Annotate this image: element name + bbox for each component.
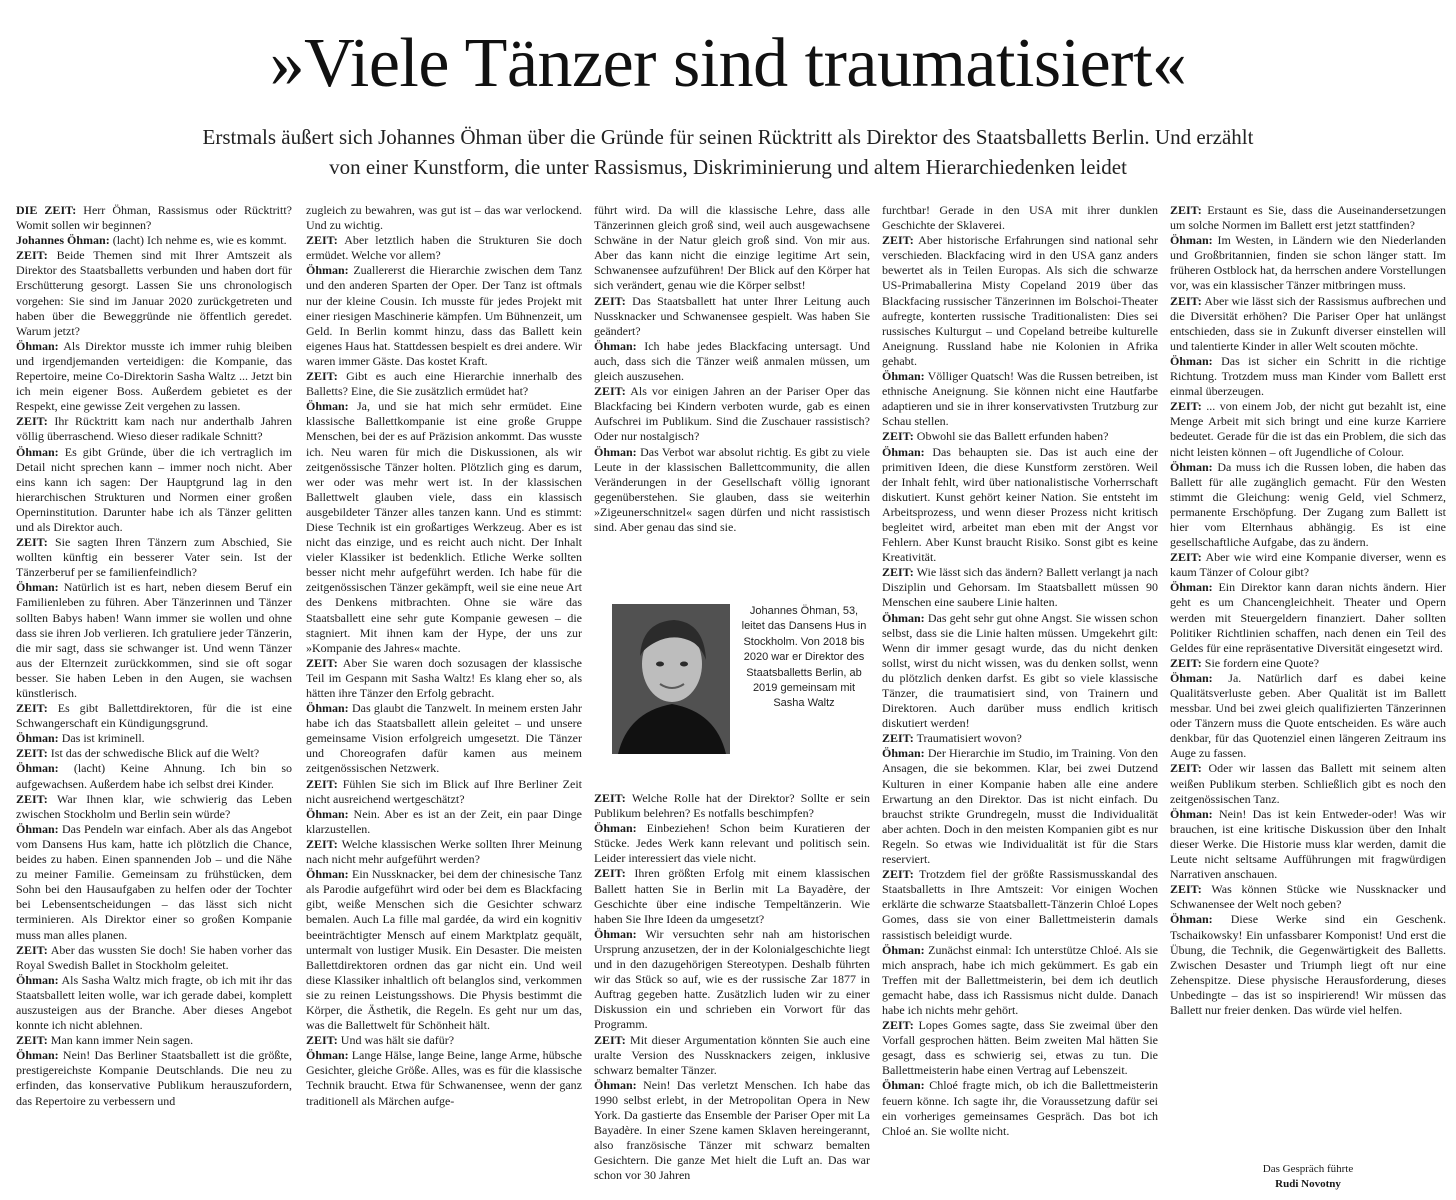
paragraph-text: Da muss ich die Russen loben, die haben das Ballett für alle zugänglich gemacht. Für den Westen stimmt die Gleichung: wenig Geld, viel Schmerz, permanente Erschöpfung. Der Zugang zum Ballett ist hier vom Elternhaus abhängig. Es ist eine gesellschaftliche Aufgabe, das zu ändern. (1170, 459, 1446, 550)
speaker-label: ZEIT: (594, 1032, 626, 1047)
article-column-3-top (594, 203, 870, 583)
paragraph-text: Aber wie wird eine Kompanie diverser, wenn es kaum Tänzer of Colour gibt? (1170, 550, 1446, 580)
speaker-label: ZEIT: (306, 233, 338, 248)
speaker-label: ZEIT: (882, 233, 914, 248)
paragraph-text: Erstaunt es Sie, dass die Auseinandersetzungen um solche Normen im Ballett erst jetzt stattfinden? (1170, 203, 1446, 233)
paragraph-text: Ein Nussknacker, bei dem der chinesische Tanz als Parodie aufgeführt wird oder bei dem es Blackfacing gibt, weiße Menschen sich die Gesichter schwarz bemalen. Auch La fille mal gardée, da wird ein kognitiv beeinträchtigter Mensch auf einem Marktplatz gequält, untermalt von lustiger Musik. Ein Desaster. Die meisten Ballettdirektoren ordnen das gar nicht ein. Und weil diese Klassiker inhaltlich oft belanglos sind, verkommen sie zu reinen Leistungsshows. Die Physis bestimmt die Körper, die Ästhetik, die Regeln. Es geht nur um das, was die Ballettwelt für Schönheit hält. (306, 867, 582, 1033)
article-paragraph (594, 203, 870, 294)
speaker-label: ZEIT: (1170, 761, 1202, 776)
article-paragraph (882, 943, 1158, 1018)
speaker-label: ZEIT: (1170, 399, 1202, 414)
paragraph-text: furchtbar! Gerade in den USA mit ihrer dunklen Geschichte der Sklaverei. (882, 203, 1158, 233)
article-paragraph (16, 535, 292, 580)
paragraph-text: Ja. Natürlich darf es dabei keine Qualitätsverluste geben. Aber Qualität ist im Ballett messbar. Und bei zwei gleich qualifizierten Tänzerinnen oder Tänzern muss die Quote entscheiden. Es wäre auch denkbar, für das Quotenziel einen längeren Zeitraum ins Auge zu fassen. (1170, 670, 1446, 761)
speaker-label: Öhman: (594, 1077, 637, 1092)
article-paragraph (306, 837, 582, 867)
paragraph-text: Was können Stücke wie Nussknacker und Schwanensee der Welt noch geben? (1170, 882, 1446, 912)
article-column-3-bottom (594, 791, 870, 1195)
speaker-label: ZEIT: (16, 791, 48, 806)
headline: »Viele Tänzer sind traumatisiert« (269, 25, 1187, 102)
interview-credit (1176, 1162, 1440, 1192)
paragraph-text: Gibt es auch eine Hierarchie innerhalb des Balletts? Eine, die Sie zusätzlich ermüdet hat? (306, 369, 582, 399)
paragraph-text: Es gibt Gründe, über die ich vertraglich im Detail nicht sprechen kann – immer noch nicht. Aber eins kann ich sagen: Der Hauptgrund lag in den hierarchischen Strukturen und Normen einer großen Operninstitution. Darunter habe ich als Tänzer gelitten und als Direktor auch. (16, 444, 292, 534)
photo-caption: Johannes Öhman, 53, leitet das Dansens Hus in Stockholm. Von 2018 bis 2020 war er Direktor des Staatsballetts Berlin, ab 2019 gemeinsam mit Sasha Waltz (741, 605, 867, 710)
paragraph-text: Das Pendeln war einfach. Aber als das Angebot vom Dansens Hus kam, hatte ich plötzlich die Chance, beides zu haben. Einen spannenden Job – und die Nähe zu meiner Familie. Gemeinsam zu frühstücken, dem Sohn bei den Hausaufgaben zu helfen oder der Tochter bei Lebensentscheidungen – das lässt sich nicht terminieren. Als Direktor einer so großen Kompanie muss man alles planen. (16, 821, 292, 942)
article-paragraph (306, 807, 582, 837)
paragraph-text: Mit dieser Argumentation könnten Sie auch eine uralte Version des Nussknackers zeigen, inklusive schwarz bemalter Tänzer. (594, 1032, 870, 1077)
article-paragraph (1170, 807, 1446, 882)
speaker-label: Öhman: (594, 926, 637, 941)
credit-author: Rudi Novotny (1275, 1178, 1341, 1190)
article-paragraph (1170, 460, 1446, 551)
article-paragraph (882, 867, 1158, 942)
article-column-2 (306, 203, 582, 1195)
article-paragraph (306, 263, 582, 369)
speaker-label: Öhman: (1170, 459, 1213, 474)
article-paragraph (16, 1048, 292, 1108)
paragraph-text: führt wird. Da will die klassische Lehre, dass alle Tänzerinnen gleich groß sind, weil auch ausgewachsene Schwäne in der Natur gleich groß sind. Von mir aus. Aber das kann nicht die einzige legitime Art sein, Schwanensee aufzuführen! Der Blick auf den Körper hat sich verändert, genau wie die Körper selbst! (594, 203, 870, 293)
speaker-label: Öhman: (882, 369, 925, 384)
speaker-label: ZEIT: (882, 731, 914, 746)
article-paragraph (16, 580, 292, 701)
article-paragraph (1170, 550, 1446, 580)
paragraph-text: (lacht) Ich nehme es, wie es kommt. (109, 233, 287, 248)
speaker-label: DIE ZEIT: (16, 203, 77, 217)
article-paragraph (1170, 912, 1446, 1018)
paragraph-text: Das ist kriminell. (58, 731, 145, 746)
paragraph-text: Lange Hälse, lange Beine, lange Arme, hübsche Gesichter, gleiche Größe. Alles, was es für die klassische Technik braucht. Etwa für Schwanensee, wenn der ganz traditionell als Märchen aufge- (306, 1048, 582, 1108)
article-paragraph (16, 701, 292, 731)
article-paragraph (1170, 580, 1446, 655)
paragraph-text: Im Westen, in Ländern wie den Niederlanden und Großbritannien, finden sie schon länger statt. Im früheren Ostblock hat, da herrschen andere Vorstellungen vor, was ein klassischer Tänzer mitbringen muss. (1170, 233, 1446, 293)
article-paragraph (306, 399, 582, 656)
article-paragraph (1170, 671, 1446, 762)
portrait-photo (612, 604, 730, 754)
speaker-label: Öhman: (882, 444, 925, 459)
speaker-label: Öhman: (1170, 580, 1213, 595)
paragraph-text: Ist das der schwedische Blick auf die Welt? (47, 746, 260, 761)
speaker-label: ZEIT: (16, 701, 48, 716)
article-paragraph (882, 445, 1158, 566)
deck-line-1: Erstmals äußert sich Johannes Öhman über die Gründe für seinen Rücktritt als Direktor des Staatsballetts Berlin. Und erzählt (202, 125, 1254, 149)
paragraph-text: Welche klassischen Werke sollten Ihrer Meinung nach nicht mehr aufgeführt werden? (306, 836, 582, 867)
speaker-label: ZEIT: (16, 746, 48, 761)
speaker-label: Öhman: (1170, 353, 1213, 368)
article-paragraph (882, 233, 1158, 369)
paragraph-text: Ihren größten Erfolg mit einem klassischen Ballett hatten Sie in Berlin mit La Bayadère, der Geschichte über eine indische Tempeltänzerin. Wie haben Sie Ihre Ideen da umgesetzt? (594, 866, 870, 926)
paragraph-text: Sie sagten Ihren Tänzern zum Abschied, Sie wollten künftig ein besserer Vater sein. Ist der Tänzerberuf per se familienfeindlich? (16, 535, 292, 580)
paragraph-text: Traumatisiert wovon? (913, 731, 1022, 746)
speaker-label: Öhman: (882, 942, 925, 957)
paragraph-text: Ihr Rücktritt kam nach nur anderthalb Jahren völlig überraschend. Wieso dieser radikale Schnitt? (16, 414, 292, 444)
paragraph-text: Ja, und sie hat mich sehr ermüdet. Eine klassische Ballettkompanie ist eine große Gruppe Menschen, bei der es auf Präzision ankommt. Das wusste ich. Neu waren für mich die Diskussionen, als wir zeitgenössische Tänzer holten. Plötzlich ging es darum, wer oder was mehr wert ist. In der klassischen Ballettwelt glauben viele, dass ein klassisch ausgebildeter Tänzer alles tanzen kann. Und es stimmt: Diese Technik ist ein großartiges Werkzeug. Aber es ist nicht das einzige, und es reicht auch nicht. Der Inhalt vieler Klassiker ist bedenklich. Etliche Werke sollten besser nicht mehr aufgeführt werden. Ich habe für die zeitgenössischen Tänzer gekämpft, weil sie eine neue Art des Denkens mitbrachten. Ohne sie wäre das Staatsballett eine sehr gute Kompanie gewesen – die stagniert. Mit ihnen kam der Hype, der uns zur »Kompanie des Jahres« machte. (306, 399, 582, 655)
article-paragraph (306, 777, 582, 807)
speaker-label: ZEIT: (882, 1018, 914, 1033)
article-paragraph (16, 339, 292, 414)
paragraph-text: Nein! Das ist kein Entweder-oder! Was wir brauchen, ist eine kritische Diskussion über den Inhalt dieser Werke. Die Historie muss klar werden, damit die Leute nicht seltsame Aufführungen mit fragwürdigen Narrativen anschauen. (1170, 806, 1446, 882)
article-paragraph (1170, 294, 1446, 354)
article-paragraph (594, 927, 870, 1033)
article-paragraph (306, 1048, 582, 1108)
speaker-label: ZEIT: (16, 535, 48, 550)
speaker-label: ZEIT: (306, 1033, 338, 1048)
speaker-label: Öhman: (306, 1048, 349, 1063)
article-column-4 (882, 203, 1158, 1195)
paragraph-text: Zuallererst die Hierarchie zwischen dem Tanz und den anderen Sparten der Oper. Der Tanz ist oftmals nur der kleine Cousin. Ich musste für jedes Projekt mit einer riesigen Maschinerie kämpfen. Um Bühnenzeit, um Geld. In Berlin kommt hinzu, dass das Ballett kein eigenes Haus hat. Stattdessen bespielt es drei andere. Wir waren immer Gäste. Das kostet Kraft. (306, 263, 582, 368)
paragraph-text: Diese Werke sind ein Geschenk. Tschaikowsky! Ein unfassbarer Komponist! Und erst die Übung, die Technik, die Gegenwärtigkeit des Balletts. Zwischen Desaster und Triumph liegt oft nur eine Zehenspitze. Diese physische Herausforderung, dieses Unbedingte – das ist so inspirierend! Wir müssen das Ballett nur freier denken. Das würde viel helfen. (1170, 912, 1446, 1017)
article-paragraph (594, 821, 870, 866)
paragraph-text: Nein! Das verletzt Menschen. Ich habe das 1990 selbst erlebt, in der Metropolitan Opera in New York. Da gastierte das Ensemble der Pariser Oper mit La Bayadère. In einer Szene kamen Sklaven hereingerannt, also französische Tänzer mit schwarz bemalten Gesichtern. Die ganze Met hielt die Luft an. Das war schon vor 30 Jahren (594, 1077, 870, 1183)
paragraph-text: Als Sasha Waltz mich fragte, ob ich mit ihr das Staatsballett leiten wolle, war ich gerade dabei, komplett auszusteigen aus der Branche. Aber dieses Angebot konnte ich nicht ablehnen. (16, 972, 292, 1033)
article-paragraph (306, 369, 582, 399)
article-deck (90, 122, 1366, 182)
paragraph-text: Das Staatsballett hat unter Ihrer Leitung auch Nussknacker und Schwanensee gespielt. Was haben Sie geändert? (594, 293, 870, 338)
article-column-5 (1170, 203, 1446, 1153)
paragraph-text: War Ihnen klar, wie schwierig das Leben zwischen Stockholm und Berlin sein würde? (16, 791, 292, 821)
speaker-label: Öhman: (306, 263, 349, 278)
speaker-label: Öhman: (16, 761, 59, 776)
article-paragraph (306, 701, 582, 776)
paragraph-text: Als vor einigen Jahren an der Pariser Oper das Blackfacing bei Kindern verboten wurde, gab es einen Aufschrei im Publikum. Sind die Zuschauer rassistisch? Oder nur nostalgisch? (594, 384, 870, 444)
speaker-label: Öhman: (306, 399, 349, 414)
article-paragraph (1170, 399, 1446, 459)
speaker-label: Johannes Öhman: (16, 233, 110, 248)
speaker-label: ZEIT: (1170, 655, 1202, 670)
speaker-label: Öhman: (16, 444, 59, 459)
paragraph-text: Einbeziehen! Schon beim Kuratieren der Stücke. Jedes Werk kann relevant und politisch sein. Leider interessiert das viele nicht. (594, 821, 870, 866)
speaker-label: Öhman: (882, 1078, 925, 1093)
paragraph-text: Das Verbot war absolut richtig. Es gibt zu viele Leute in der klassischen Ballettcommunity, die allen Veränderungen in der Gesellschaft völlig ignorant gegenüberstehen. Sie glauben, dass sie weiterhin »Zigeunerschnitzel« sagen dürfen und nicht rassistisch sind. Aber genau das sind sie. (594, 444, 870, 534)
article-paragraph (882, 611, 1158, 732)
speaker-label: ZEIT: (16, 248, 48, 263)
speaker-label: Öhman: (594, 821, 637, 836)
paragraph-text: Zunächst einmal: Ich unterstütze Chloé. Als sie mich ansprach, habe ich mich gekümmert. Es gab ein Treffen mit der Ballettmeisterin, bei dem ich deutlich gemacht habe, dass ich Rassismus nicht dulde. Danach habe ich nichts mehr gehört. (882, 942, 1158, 1017)
speaker-label: Öhman: (882, 746, 925, 761)
speaker-label: ZEIT: (16, 1033, 48, 1048)
article-paragraph (594, 1033, 870, 1078)
article-paragraph (594, 1078, 870, 1184)
speaker-label: ZEIT: (1170, 203, 1202, 217)
article-paragraph (306, 233, 582, 263)
article-paragraph (882, 565, 1158, 610)
article-paragraph (594, 791, 870, 821)
paragraph-text: Aber das wussten Sie doch! Sie haben vorher das Royal Swedish Ballet in Stockholm geleitet. (16, 942, 292, 972)
credit-label: Das Gespräch führte (1262, 1163, 1354, 1175)
speaker-label: Öhman: (16, 821, 59, 836)
article-paragraph (1170, 761, 1446, 806)
speaker-label: Öhman: (594, 444, 637, 459)
deck-line-2: von einer Kunstform, die unter Rassismus, Diskriminierung und altem Hierarchiedenken leidet (329, 155, 1127, 179)
speaker-label: ZEIT: (1170, 550, 1202, 565)
paragraph-text: Nein. Aber es ist an der Zeit, ein paar Dinge klarzustellen. (306, 806, 582, 836)
paragraph-text: Das glaubt die Tanzwelt. In meinem ersten Jahr habe ich das Staatsballett allein geleitet – und unsere gemeinsame Vision erfolgreich umgesetzt. Die Tänzer und Choreografen dafür kamen aus meinem zeitgenössischen Netzwerk. (306, 701, 582, 776)
article-paragraph (1170, 656, 1446, 671)
article-paragraph (16, 973, 292, 1033)
paragraph-text: Als Direktor musste ich immer ruhig bleiben und irgendjemanden verteidigen: die Kompanie, das Repertoire, meine Co-Direktorin Sasha Waltz ... Jetzt bin ich mein eigener Boss. Außerdem gebietet es der Respekt, eine gewisse Zeit vergehen zu lassen. (16, 338, 292, 414)
speaker-label: Öhman: (16, 580, 59, 595)
article-paragraph (16, 943, 292, 973)
paragraph-text: Lopes Gomes sagte, dass Sie zweimal über den Vorfall gesprochen hätten. Beim zweiten Mal hätten Sie gesagt, dass es schwierig sei, etwas zu tun. Die Ballettmeisterin habe einen Vertrag auf Lebenszeit. (882, 1018, 1158, 1078)
paragraph-text: Sie fordern eine Quote? (1201, 655, 1320, 670)
speaker-label: Öhman: (306, 806, 349, 821)
article-column-1 (16, 203, 292, 1195)
paragraph-text: Wie lässt sich das ändern? Ballett verlangt ja nach Disziplin und Gehorsam. Im Staatsballett müssen 90 Menschen eine saubere Linie halten. (882, 565, 1158, 610)
speaker-label: ZEIT: (882, 429, 914, 444)
speaker-label: ZEIT: (594, 791, 626, 805)
article-paragraph (306, 656, 582, 701)
paragraph-text: Chloé fragte mich, ob ich die Ballettmeisterin feuern könne. Ich sagte ihr, die Voraussetzung dafür sei ein vorheriges gemeinsames Gespräch. Das bot ich Chloé an. Sie wollte nicht. (882, 1078, 1158, 1138)
article-paragraph (882, 746, 1158, 867)
article-paragraph (1170, 882, 1446, 912)
paragraph-text: ... von einem Job, der nicht gut bezahlt ist, eine Menge Arbeit mit sich bringt und eine kurze Karriere bedeutet. Gerade für die ist das ein Problem, die sich das nicht leisten können – oft Jugendliche of Colour. (1170, 399, 1446, 459)
speaker-label: ZEIT: (16, 414, 48, 429)
paragraph-text: Nein! Das Berliner Staatsballett ist die größte, prestigereichste Kompanie Deutschlands. Die neu zu erfinden, das konservative Publikum herauszufordern, das Repertoire zu verbessern und (16, 1048, 292, 1108)
speaker-label: Öhman: (306, 867, 349, 882)
paragraph-text: Natürlich ist es hart, neben diesem Beruf ein Familienleben zu führen. Aber Tänzerinnen und Tänzer sollten Babys haben! Wann immer sie wollen und ohne dass sie ihren Job verlieren. Ich gratuliere jeder Tänzerin, die mir sagt, dass sie schwanger ist. Und wenn Tänzer aus der Elternzeit zurückkommen, sind sie oft sogar besser. Sie haben Leben in den Augen, sie wachsen künstlerisch. (16, 580, 292, 700)
paragraph-text: Ich habe jedes Blackfacing untersagt. Und auch, dass sich die Tänzer weiß anmalen müssen, um gleich auszusehen. (594, 338, 870, 384)
article-paragraph (594, 445, 870, 536)
article-paragraph (882, 1018, 1158, 1078)
paragraph-text: Ein Direktor kann daran nichts ändern. Hier geht es um Chancengleichheit. Theater und Opern werden mit Steuergeldern finanziert. Daher sollten Politiker Richtlinien schaffen, nach denen ein Teil des Geldes für eine repräsentative Diversität eingesetzt wird. (1170, 580, 1446, 655)
speaker-label: Öhman: (306, 701, 349, 716)
paragraph-text: Und was hält sie dafür? (337, 1033, 455, 1048)
speaker-label: ZEIT: (306, 369, 338, 384)
article-paragraph (594, 339, 870, 384)
speaker-label: Öhman: (1170, 233, 1213, 248)
paragraph-text: Herr Öhman, Rassismus oder Rücktritt? Womit sollen wir beginnen? (16, 203, 292, 233)
paragraph-text: Aber historische Erfahrungen sind national sehr verschieden. Blackfacing wird in den USA ganz anders bewertet als in Teilen Europas. Als sich die schwarze US-Primaballerina Misty Copeland 2019 über das Blackfacing russischer Tänzerinnen im Bolschoi-Theater aufregte, konterten russische Traditionalisten: Dies sei russisches Kulturgut – und Copeland betreibe kulturelle Aneignung. Russland habe nie Kolonien in Afrika gehabt. (882, 233, 1158, 368)
paragraph-text: Das ist sicher ein Schritt in die richtige Richtung. Trotzdem muss man Kinder vom Ballett erst einmal überzeugen. (1170, 353, 1446, 399)
article-paragraph (1170, 233, 1446, 293)
paragraph-text: Völliger Quatsch! Was die Russen betreiben, ist ethnische Aneignung. Sie können nicht eine Hautfarbe adaptieren und sie in ihrer konservativsten Trutzburg zur Schau stellen. (882, 369, 1158, 429)
article-paragraph (882, 1078, 1158, 1138)
article-paragraph (1170, 354, 1446, 399)
speaker-label: Öhman: (16, 338, 59, 353)
speaker-label: Öhman: (1170, 912, 1213, 927)
article-paragraph (594, 866, 870, 926)
portrait-illustration (612, 604, 730, 754)
paragraph-text: Der Hierarchie im Studio, im Training. Von den Ansagen, die sie bekommen. Klar, bei zwei Dutzend Kulturen in einer Kompanie haben alle eine andere Erwartung an den Direktor. Das ist nicht einfach. Du brauchst strikte Grundregeln, musst die Individualität aber achten. Doch in den meisten Kompanien gibt es nur Regeln. So etwas wie Individualität ist für die Stars reserviert. (882, 746, 1158, 867)
speaker-label: Öhman: (1170, 806, 1213, 821)
article-paragraph (16, 1033, 292, 1048)
speaker-label: ZEIT: (306, 836, 338, 851)
paragraph-text: Aber letztlich haben die Strukturen Sie doch ermüdet. Welche vor allem? (306, 233, 582, 263)
article-paragraph (882, 369, 1158, 429)
paragraph-text: Es gibt Ballettdirektoren, für die ist eine Schwangerschaft ein Kündigungsgrund. (16, 701, 292, 731)
article-paragraph (16, 822, 292, 943)
article-paragraph (882, 429, 1158, 444)
speaker-label: ZEIT: (594, 384, 626, 399)
article-paragraph (16, 248, 292, 339)
article-paragraph (306, 203, 582, 233)
article-paragraph (16, 445, 292, 536)
article-paragraph (16, 233, 292, 248)
paragraph-text: Trotzdem fiel der größte Rassismusskandal des Staatsballetts in Ihre Amtszeit: Vor einigen Wochen erklärte die schwarze Staatsballett-Tänzerin Chloé Lopes Gomes, dass sie von einer Ballettmeisterin damals rassistisch beleidigt wurde. (882, 867, 1158, 942)
paragraph-text: Wir versuchten sehr nah am historischen Ursprung anzusetzen, der in der Kolonialgeschichte liegt und in den dazugehörigen Stereotypen. Deshalb führten wir das Stück so auf, wie es der russische Zar 1877 in Auftrag gegeben hatte. Zusätzlich luden wir zu einer Diskussion ein und schrieben ein Vorwort für das Programm. (594, 926, 870, 1032)
article-paragraph (306, 1033, 582, 1048)
speaker-label: ZEIT: (306, 655, 338, 670)
speaker-label: ZEIT: (594, 293, 626, 308)
speaker-label: ZEIT: (306, 776, 338, 791)
article-paragraph (16, 414, 292, 444)
paragraph-text: Das geht sehr gut ohne Angst. Sie wissen schon selbst, dass sie die Linie halten müssen. Umgekehrt gilt: Wenn dir immer gesagt wurde, das du nicht denken sollst, wirst du nicht wissen, was du denken sollst, wenn du plötzlich denken darfst. Es gibt so viele klassische Tänzer, die traumatisiert sind, von Trainern und Direktoren. Auch darüber muss endlich kritisch diskutiert werden! (882, 610, 1158, 731)
speaker-label: Öhman: (16, 1048, 59, 1063)
paragraph-text: Fühlen Sie sich im Blick auf Ihre Berliner Zeit nicht ausreichend wertgeschätzt? (306, 776, 582, 806)
speaker-label: Öhman: (16, 731, 59, 746)
article-paragraph (594, 384, 870, 444)
paragraph-text: Obwohl sie das Ballett erfunden haben? (913, 429, 1109, 444)
speaker-label: Öhman: (882, 610, 925, 625)
paragraph-text: Das behaupten sie. Das ist auch eine der primitiven Ideen, die diese Kunstform zerstören. Weil der Inhalt fehlt, wird über nationalistische Vorherrschaft diskutiert. Kunst gehört keiner Nation. Sie entsteht im Arbeitsprozess, und wenn dieser Prozess nicht kritisch begleitet wird, arbeitet man eben mit der Angst vor Fehlern. Aber Kunst braucht Risiko. Sonst gibt es keine Kreativität. (882, 444, 1158, 565)
article-paragraph (16, 203, 292, 233)
paragraph-text: Aber Sie waren doch sozusagen der klassische Teil im Gespann mit Sasha Waltz! Es klang eher so, als hätten ihre Tänzer den Erfolg gebracht. (306, 655, 582, 700)
article-paragraph (16, 792, 292, 822)
paragraph-text: zugleich zu bewahren, was gut ist – das war verlockend. Und zu wichtig. (306, 203, 582, 233)
article-paragraph (16, 761, 292, 791)
speaker-label: Öhman: (594, 338, 637, 353)
paragraph-text: Oder wir lassen das Ballett mit seinem alten weißen Publikum sterben. Schließlich gibt es noch den zeitgenössischen Tanz. (1170, 761, 1446, 806)
article-paragraph (594, 294, 870, 339)
speaker-label: Öhman: (1170, 670, 1213, 685)
speaker-label: Öhman: (16, 972, 59, 987)
article-paragraph (1170, 203, 1446, 233)
article-paragraph (306, 867, 582, 1033)
paragraph-text: (lacht) Keine Ahnung. Ich bin so aufgewachsen. Außerdem habe ich selbst drei Kinder. (16, 761, 292, 791)
article-paragraph (882, 203, 1158, 233)
paragraph-text: Welche Rolle hat der Direktor? Sollte er sein Publikum belehren? Es notfalls beschimpfen? (594, 791, 870, 821)
paragraph-text: Man kann immer Nein sagen. (47, 1033, 194, 1048)
speaker-label: ZEIT: (882, 565, 914, 580)
article-paragraph (882, 731, 1158, 746)
article-paragraph (16, 731, 292, 746)
paragraph-text: Aber wie lässt sich der Rassismus aufbrechen und die Diversität erhöhen? Die Pariser Oper hat unlängst entschieden, dass sie in Zukunft diverser einstellen will und talentierte Kinder in aller Welt scouten möchte. (1170, 293, 1446, 353)
speaker-label: ZEIT: (16, 942, 48, 957)
speaker-label: ZEIT: (1170, 293, 1202, 308)
article-paragraph (16, 746, 292, 761)
speaker-label: ZEIT: (882, 867, 914, 882)
speaker-label: ZEIT: (594, 866, 626, 881)
paragraph-text: Beide Themen sind mit Ihrer Amtszeit als Direktor des Staatsballetts verbunden und haben dort für Erschütterung gesorgt. Lassen Sie uns chronologisch vorgehen: Sie sind im Januar 2020 zurückgetreten und haben über die Beweggründe nie öffentlich geredet. Warum jetzt? (16, 248, 292, 338)
speaker-label: ZEIT: (1170, 882, 1202, 897)
